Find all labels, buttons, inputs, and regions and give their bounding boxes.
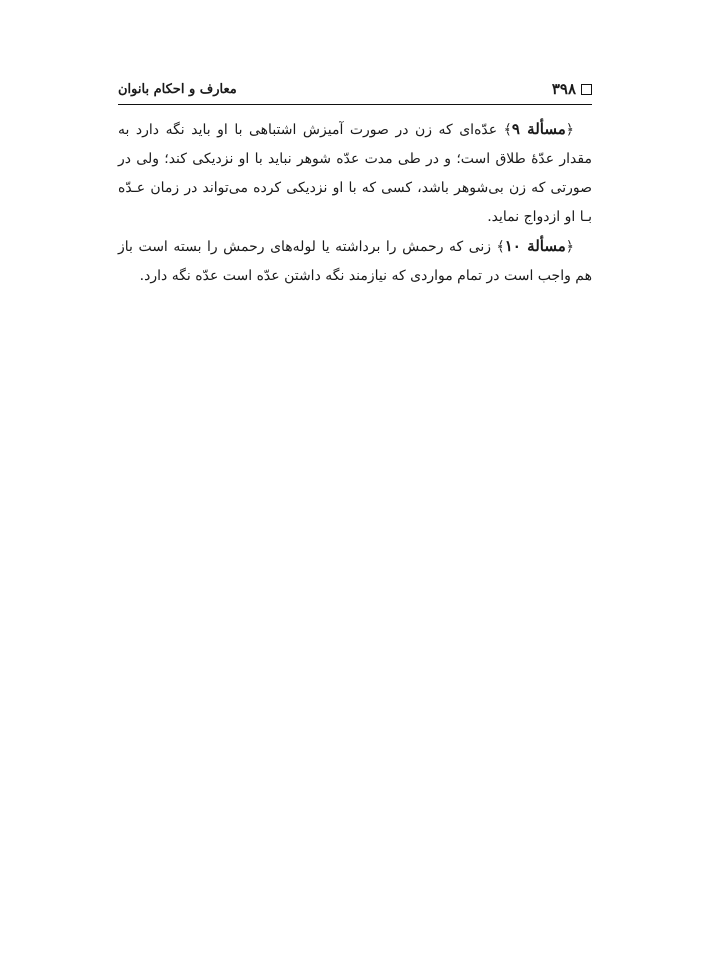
ornate-bracket-open: ﴿	[565, 239, 574, 255]
ornate-bracket-open: ﴿	[565, 122, 574, 138]
issue-label: مسألة ۹	[511, 120, 566, 138]
page-number-group	[552, 80, 592, 98]
paragraph-masale-9	[118, 115, 592, 232]
header-divider	[118, 104, 592, 105]
ornate-bracket-close: ﴾	[496, 239, 505, 255]
square-bullet-icon	[581, 84, 592, 95]
main-text	[118, 115, 592, 291]
ornate-bracket-close: ﴾	[503, 122, 512, 138]
running-title: معارف و احکام بانوان	[118, 82, 237, 97]
issue-label: مسألة ۱۰	[504, 237, 566, 255]
paragraph-masale-10	[118, 232, 592, 291]
issue-text: عدّه‌ای که زن در صورت آمیزش اشتباهی با او باید نگه دارد به مقدار عدّهٔ طلاق است؛ و در طی مدت عدّه شوهر نباید با او نزدیکی کند؛ ولی در صورتی که زن بی‌شوهر باشد، کسی که با او نزدیکی کرده می‌تواند در زمان عـدّه بـا او ازدواج نماید.	[118, 122, 592, 225]
issue-text: زنی که رحمش را برداشته یا لوله‌های رحمش را بسته است باز هم واجب است در تمام مواردی که نیازمند نگه داشتن عدّه است عدّه نگه دارد.	[118, 239, 592, 284]
page-header	[118, 80, 592, 104]
page-number: ۳۹۸	[551, 80, 576, 98]
